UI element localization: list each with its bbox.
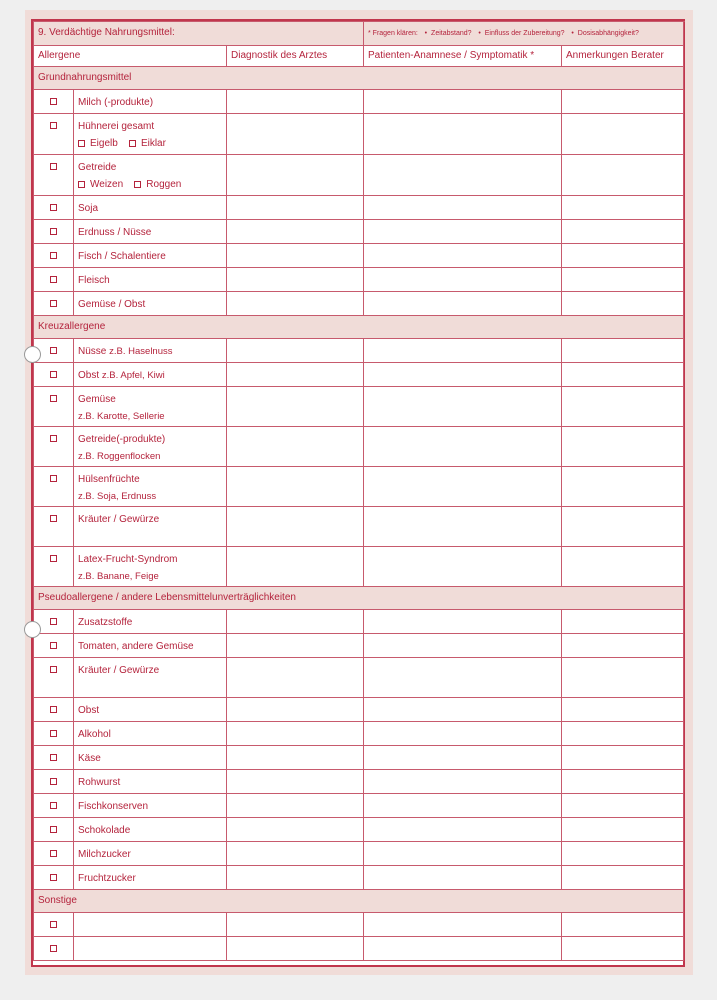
table-row: Hülsenfrüchte z.B. Soja, Erdnuss [34,467,684,507]
checkbox[interactable] [50,475,57,482]
column-header-row [34,46,684,67]
table-row: Alkohol [34,722,684,746]
table-row: Getreide(-produkte) z.B. Roggenflocken [34,427,684,467]
table-row: Obst [34,698,684,722]
table-row: Gemüse / Obst [34,292,684,316]
section-row-pseudo: Pseudoallergene / andere Lebensmittelunverträglichkeiten [34,587,684,610]
table-row: Tomaten, andere Gemüse [34,634,684,658]
checkbox[interactable] [50,826,57,833]
allergen-table [33,21,684,961]
checkbox[interactable] [50,555,57,562]
checkbox[interactable] [50,122,57,129]
table-row: Nüsse z.B. Haselnuss [34,339,684,363]
checkbox[interactable] [78,181,85,188]
table-row [34,913,684,937]
section-row-grund: Grundnahrungsmittel [34,67,684,90]
checkbox[interactable] [50,778,57,785]
checkbox[interactable] [50,515,57,522]
table-row: Gemüse z.B. Karotte, Sellerie [34,387,684,427]
text-field[interactable] [74,913,227,937]
checkbox[interactable] [129,140,136,147]
table-row: Käse [34,746,684,770]
punch-hole [24,346,41,363]
checkbox[interactable] [50,371,57,378]
checkbox[interactable] [50,921,57,928]
table-row: Obst z.B. Apfel, Kiwi [34,363,684,387]
col-header-anmerkungen: Anmerkungen Berater [562,46,684,67]
table-row: Fleisch [34,268,684,292]
checkbox[interactable] [50,802,57,809]
table-row: Milch (-produkte) [34,90,684,114]
punch-hole [24,621,41,638]
checkbox[interactable] [50,666,57,673]
table-row: Kräuter / Gewürze [34,507,684,547]
col-header-anamnese: Patienten-Anamnese / Symptomatik * [364,46,562,67]
section-row-kreuz: Kreuzallergene [34,316,684,339]
checkbox[interactable] [134,181,141,188]
checkbox[interactable] [78,140,85,147]
questions-note: * Fragen klären: • Zeitabstand? • Einfluss der Zubereitung? • Dosisabhängigkeit? [364,22,684,46]
checkbox[interactable] [50,98,57,105]
table-row: Fischkonserven [34,794,684,818]
checkbox[interactable] [50,618,57,625]
checkbox[interactable] [50,874,57,881]
checkbox[interactable] [50,850,57,857]
section-title: 9. Verdächtige Nahrungsmittel: [34,22,364,46]
checkbox[interactable] [50,276,57,283]
table-row: Erdnuss / Nüsse [34,220,684,244]
table-title-row [34,22,684,46]
note-label: * Fragen klären: [368,30,418,37]
table-row: Schokolade [34,818,684,842]
checkbox[interactable] [50,754,57,761]
table-row: Hühnerei gesamt Eigelb Eiklar [34,114,684,155]
table-row: Fruchtzucker [34,866,684,890]
checkbox[interactable] [50,204,57,211]
table-row: Zusatzstoffe [34,610,684,634]
table-row: Fisch / Schalentiere [34,244,684,268]
table-row [34,937,684,961]
table-row: Milchzucker [34,842,684,866]
text-field[interactable] [74,937,227,961]
table-row: Getreide Weizen Roggen [34,155,684,196]
checkbox[interactable] [50,945,57,952]
checkbox[interactable] [50,435,57,442]
checkbox[interactable] [50,300,57,307]
checkbox[interactable] [50,730,57,737]
checkbox[interactable] [50,163,57,170]
checkbox[interactable] [50,252,57,259]
checkbox[interactable] [50,706,57,713]
col-header-allergene: Allergene [34,46,227,67]
checkbox[interactable] [50,228,57,235]
checkbox[interactable] [50,347,57,354]
table-row: Soja [34,196,684,220]
checkbox[interactable] [50,642,57,649]
table-row: Rohwurst [34,770,684,794]
section-row-sonstige: Sonstige [34,890,684,913]
col-header-diagnostik: Diagnostik des Arztes [227,46,364,67]
table-row: Kräuter / Gewürze [34,658,684,698]
checkbox[interactable] [50,395,57,402]
table-row: Latex-Frucht-Syndrom z.B. Banane, Feige [34,547,684,587]
